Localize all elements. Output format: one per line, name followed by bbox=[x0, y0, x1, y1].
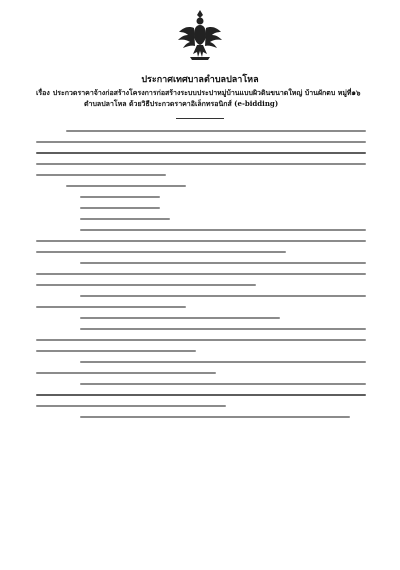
text-line bbox=[36, 324, 366, 335]
text-line bbox=[36, 357, 366, 368]
text-line bbox=[36, 225, 366, 236]
text-line bbox=[36, 368, 366, 379]
text-line bbox=[36, 390, 366, 401]
text-line bbox=[36, 203, 366, 214]
text-line bbox=[36, 181, 366, 192]
text-line bbox=[36, 313, 366, 324]
text-line bbox=[36, 401, 366, 412]
text-line bbox=[36, 126, 366, 137]
text-line bbox=[36, 412, 366, 423]
subject-label: เรื่อง bbox=[36, 88, 50, 97]
text-line bbox=[36, 346, 366, 357]
text-line bbox=[36, 335, 366, 346]
text-line bbox=[36, 302, 366, 313]
subject-text: ประกวดราคาจ้างก่อสร้างโครงการก่อสร้างระบบประปาหมู่บ้านแบบผิวดินขนาดใหญ่ บ้านผักตบ หมู่ที่๑๖ bbox=[52, 88, 361, 97]
document-title: ประกาศเทศบาลตำบลปลาโหล bbox=[141, 75, 259, 85]
text-line bbox=[36, 159, 366, 170]
text-line bbox=[36, 258, 366, 269]
text-line bbox=[36, 148, 366, 159]
subject-text-continued: ตำบลปลาโหล ด้วยวิธีประกวดราคาอิเล็กทรอนิกส์ (e-bidding) bbox=[84, 99, 279, 108]
text-line bbox=[36, 137, 366, 148]
document-subject bbox=[36, 87, 376, 109]
garuda-emblem-icon bbox=[176, 8, 224, 62]
text-line bbox=[36, 236, 366, 247]
text-line bbox=[36, 269, 366, 280]
text-line bbox=[36, 247, 366, 258]
text-line bbox=[36, 379, 366, 390]
text-line bbox=[36, 280, 366, 291]
text-line bbox=[36, 214, 366, 225]
text-line bbox=[36, 170, 366, 181]
text-line bbox=[36, 291, 366, 302]
divider bbox=[176, 118, 224, 119]
document-body bbox=[36, 126, 366, 423]
text-line bbox=[36, 192, 366, 203]
